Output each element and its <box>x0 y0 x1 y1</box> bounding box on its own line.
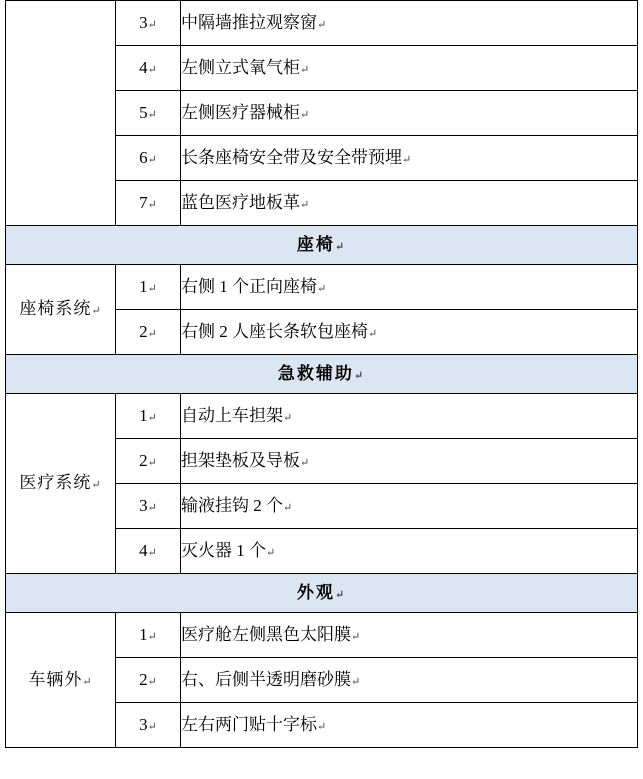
section-header: 急救辅助↵ <box>6 355 638 394</box>
row-item: 自动上车担架↵ <box>181 394 638 439</box>
pilcrow-mark: ↵ <box>147 546 157 559</box>
row-item: 医疗舱左侧黑色太阳膜↵ <box>181 613 638 658</box>
table-body <box>6 1 638 748</box>
section-header: 座椅↵ <box>6 226 638 265</box>
pilcrow-mark: ↵ <box>147 327 157 340</box>
table-row <box>6 574 638 613</box>
pilcrow-mark: ↵ <box>351 675 361 688</box>
pilcrow-mark: ↵ <box>402 153 412 166</box>
specification-table <box>5 0 638 748</box>
row-item: 左侧立式氧气柜↵ <box>181 46 638 91</box>
row-number: 3↵ <box>116 484 181 529</box>
group-label-cell: 医疗系统↵ <box>6 394 116 574</box>
section-header: 外观↵ <box>6 574 638 613</box>
row-item: 灭火器 1 个↵ <box>181 529 638 574</box>
row-number: 1↵ <box>116 265 181 310</box>
pilcrow-mark: ↵ <box>300 108 310 121</box>
pilcrow-mark: ↵ <box>147 153 157 166</box>
group-label-cell <box>6 1 116 226</box>
pilcrow-mark: ↵ <box>91 479 102 492</box>
pilcrow-mark: ↵ <box>317 282 327 295</box>
pilcrow-mark: ↵ <box>351 630 361 643</box>
row-number: 6↵ <box>116 136 181 181</box>
pilcrow-mark: ↵ <box>353 369 366 382</box>
pilcrow-mark: ↵ <box>147 282 157 295</box>
row-item: 输液挂钩 2 个↵ <box>181 484 638 529</box>
pilcrow-mark: ↵ <box>147 675 157 688</box>
pilcrow-mark: ↵ <box>147 198 157 211</box>
pilcrow-mark: ↵ <box>266 546 276 559</box>
pilcrow-mark: ↵ <box>147 456 157 469</box>
pilcrow-mark: ↵ <box>147 501 157 514</box>
pilcrow-mark: ↵ <box>147 720 157 733</box>
pilcrow-mark: ↵ <box>368 327 378 340</box>
table-row <box>6 613 638 658</box>
pilcrow-mark: ↵ <box>91 305 102 318</box>
row-item: 左侧医疗器械柜↵ <box>181 91 638 136</box>
table-row <box>6 1 638 46</box>
row-number: 3↵ <box>116 1 181 46</box>
row-number: 1↵ <box>116 613 181 658</box>
row-number: 5↵ <box>116 91 181 136</box>
pilcrow-mark: ↵ <box>82 675 93 688</box>
row-number: 2↵ <box>116 310 181 355</box>
row-item: 左右两门贴十字标↵ <box>181 703 638 748</box>
table-row <box>6 355 638 394</box>
pilcrow-mark: ↵ <box>283 501 293 514</box>
row-number: 2↵ <box>116 658 181 703</box>
pilcrow-mark: ↵ <box>317 18 327 31</box>
table-row <box>6 226 638 265</box>
row-item: 长条座椅安全带及安全带预埋↵ <box>181 136 638 181</box>
row-number: 4↵ <box>116 529 181 574</box>
row-item: 右侧 1 个正向座椅↵ <box>181 265 638 310</box>
row-item: 担架垫板及导板↵ <box>181 439 638 484</box>
pilcrow-mark: ↵ <box>147 108 157 121</box>
pilcrow-mark: ↵ <box>147 63 157 76</box>
pilcrow-mark: ↵ <box>334 240 347 253</box>
group-label-cell: 车辆外↵ <box>6 613 116 748</box>
pilcrow-mark: ↵ <box>317 720 327 733</box>
row-number: 1↵ <box>116 394 181 439</box>
row-item: 中隔墙推拉观察窗↵ <box>181 1 638 46</box>
row-item: 右侧 2 人座长条软包座椅↵ <box>181 310 638 355</box>
row-number: 7↵ <box>116 181 181 226</box>
row-number: 4↵ <box>116 46 181 91</box>
row-number: 2↵ <box>116 439 181 484</box>
pilcrow-mark: ↵ <box>147 630 157 643</box>
row-item: 右、后侧半透明磨砂膜↵ <box>181 658 638 703</box>
table-row <box>6 394 638 439</box>
table-row <box>6 265 638 310</box>
pilcrow-mark: ↵ <box>300 63 310 76</box>
row-item: 蓝色医疗地板革↵ <box>181 181 638 226</box>
pilcrow-mark: ↵ <box>300 456 310 469</box>
pilcrow-mark: ↵ <box>283 411 293 424</box>
row-number: 3↵ <box>116 703 181 748</box>
pilcrow-mark: ↵ <box>334 588 347 601</box>
group-label-cell: 座椅系统↵ <box>6 265 116 355</box>
pilcrow-mark: ↵ <box>300 198 310 211</box>
pilcrow-mark: ↵ <box>147 411 157 424</box>
pilcrow-mark: ↵ <box>147 18 157 31</box>
